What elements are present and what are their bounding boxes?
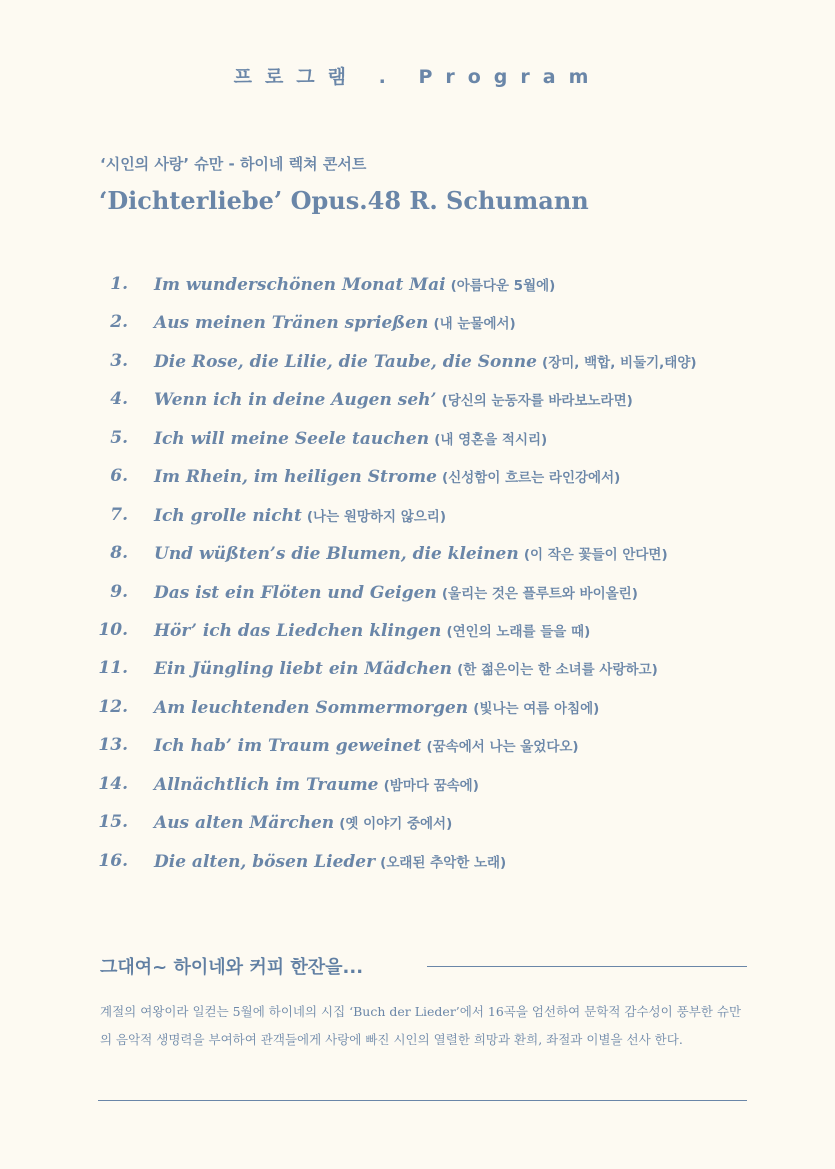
song-item bbox=[0, 345, 835, 383]
description-paragraph: 계절의 여왕이라 일컫는 5월에 하이네의 시집 ‘Buch der Lieder’에서 16곡을 엄선하여 문학적 감수성이 풍부한 슈만의 음악적 생명력을 부여하여 관객들에게 사랑에 빠진 시인의 열렬한 희망과 환희, 좌절과 이별을 선사 한다. bbox=[100, 1004, 742, 1047]
song-number: 16. bbox=[98, 850, 128, 871]
song-item bbox=[0, 845, 835, 883]
song-title-korean: (내 눈물에서) bbox=[433, 316, 516, 333]
song-title: Im wunderschönen Monat Mai bbox=[154, 275, 446, 295]
song-item bbox=[0, 614, 835, 652]
song-title: Ich hab’ im Traum geweinet bbox=[154, 736, 422, 757]
song-title: Wenn ich in deine Augen seh’ bbox=[154, 390, 437, 411]
song-title-korean: (내 영혼을 적시리) bbox=[434, 431, 548, 448]
song-title-korean: (나는 원망하지 않으리) bbox=[306, 508, 446, 525]
song-title: Die alten, bösen Lieder bbox=[154, 851, 376, 872]
song-number: 1. bbox=[110, 274, 128, 294]
song-title-korean: (꿈속에서 나는 울었다오) bbox=[426, 739, 579, 756]
song-title: Allnächtlich im Traume bbox=[154, 774, 379, 795]
song-title-korean: (밤마다 꿈속에) bbox=[383, 777, 479, 794]
song-number: 14. bbox=[98, 773, 128, 794]
song-number: 15. bbox=[98, 812, 128, 833]
section-heading: 그대여~ 하이네와 커피 한잔을... bbox=[100, 957, 364, 978]
song-title-korean: (이 작은 꽃들이 안다면) bbox=[523, 547, 668, 564]
song-number: 9. bbox=[110, 581, 128, 602]
song-item bbox=[0, 268, 835, 306]
song-item bbox=[0, 652, 835, 690]
song-number: 8. bbox=[110, 543, 128, 564]
song-number: 7. bbox=[110, 504, 128, 525]
song-title-korean: (오래된 추악한 노래) bbox=[380, 854, 507, 871]
song-item bbox=[0, 768, 835, 806]
song-item bbox=[0, 576, 835, 614]
song-title: Aus alten Märchen bbox=[154, 813, 335, 834]
song-title: Am leuchtenden Sommermorgen bbox=[154, 697, 469, 718]
page-title: 프로그램 . Program bbox=[233, 66, 602, 88]
song-title: Die Rose, die Lilie, die Taube, die Sonne bbox=[154, 351, 537, 372]
concert-subtitle-korean: ‘시인의 사랑’ 슈만 - 하이네 렉쳐 콘서트 bbox=[100, 155, 367, 173]
song-item bbox=[0, 537, 835, 575]
song-item bbox=[0, 729, 835, 767]
song-number: 4. bbox=[110, 389, 128, 410]
song-number: 11. bbox=[98, 658, 128, 679]
song-title: Aus meinen Tränen sprießen bbox=[154, 313, 429, 334]
song-title: Das ist ein Flöten und Geigen bbox=[154, 582, 437, 603]
song-item bbox=[0, 306, 835, 344]
concert-subtitle-english: ‘Dichterliebe’ Opus.48 R. Schumann bbox=[99, 186, 589, 215]
song-item bbox=[0, 499, 835, 537]
song-number: 13. bbox=[98, 735, 128, 756]
song-list bbox=[0, 268, 835, 883]
song-number: 2. bbox=[110, 312, 128, 333]
song-item bbox=[0, 691, 835, 729]
song-title: Ich will meine Seele tauchen bbox=[154, 428, 430, 449]
song-title: Hör’ ich das Liedchen klingen bbox=[154, 620, 442, 641]
song-title: Im Rhein, im heiligen Strome bbox=[154, 467, 437, 488]
heading-divider bbox=[427, 966, 747, 967]
song-item bbox=[0, 460, 835, 498]
song-title-korean: (옛 이야기 중에서) bbox=[339, 816, 453, 833]
song-title: Ein Jüngling liebt ein Mädchen bbox=[154, 659, 452, 680]
song-title-korean: (아름다운 5월에) bbox=[450, 278, 556, 294]
song-title-korean: (장미, 백합, 비둘기,태양) bbox=[542, 354, 697, 371]
song-number: 10. bbox=[98, 619, 128, 640]
song-item bbox=[0, 383, 835, 421]
song-number: 6. bbox=[110, 466, 128, 487]
song-number: 3. bbox=[110, 350, 128, 371]
song-number: 5. bbox=[110, 427, 128, 448]
song-title-korean: (울리는 것은 플루트와 바이올린) bbox=[441, 585, 638, 602]
bottom-divider bbox=[98, 1100, 747, 1101]
song-item bbox=[0, 806, 835, 844]
song-title-korean: (빛나는 여름 아침에) bbox=[473, 700, 600, 717]
song-number: 12. bbox=[98, 696, 128, 717]
song-title-korean: (당신의 눈동자를 바라보노라면) bbox=[441, 393, 633, 410]
song-title-korean: (한 젊은이는 한 소녀를 사랑하고) bbox=[457, 662, 658, 679]
song-title-korean: (신성함이 흐르는 라인강에서) bbox=[442, 470, 621, 487]
song-title-korean: (연인의 노래를 들을 때) bbox=[446, 623, 591, 640]
song-title: Und wüßten’s die Blumen, die kleinen bbox=[154, 544, 519, 565]
song-title: Ich grolle nicht bbox=[154, 505, 302, 526]
song-item bbox=[0, 422, 835, 460]
